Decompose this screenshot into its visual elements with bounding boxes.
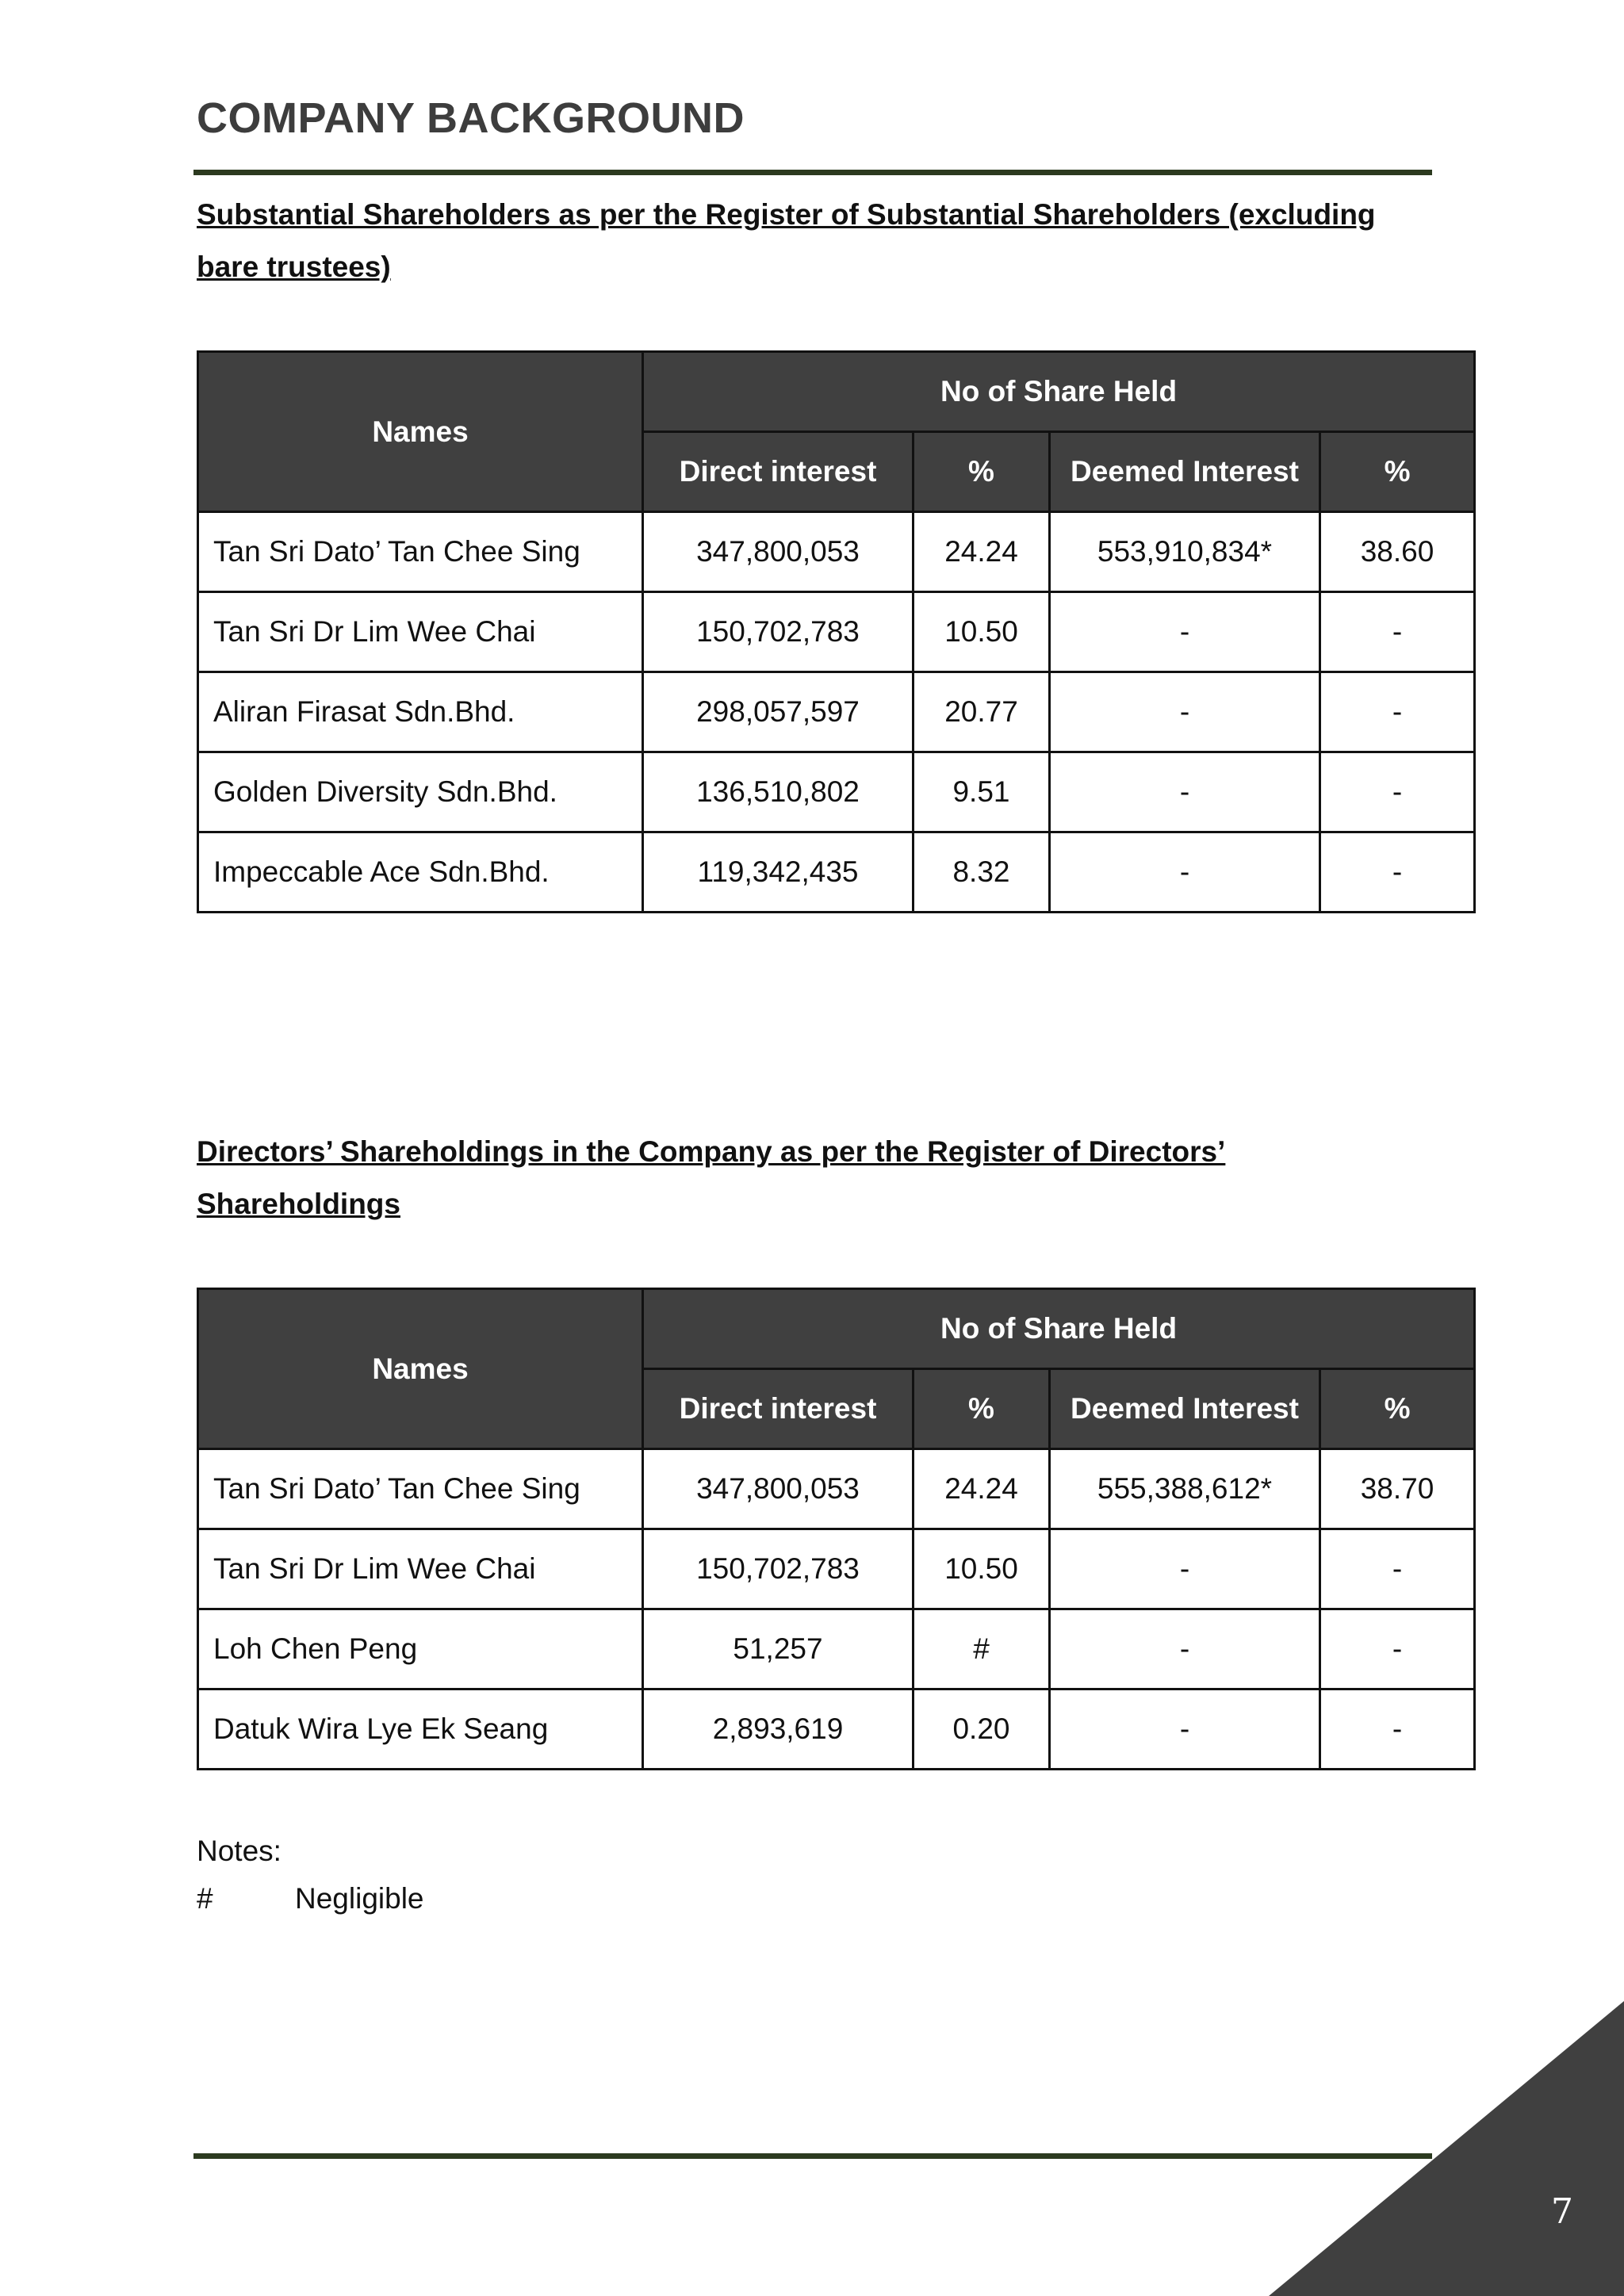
table-row [198,1609,1475,1689]
deemed-percent-value: - [1320,832,1475,913]
section-heading-line: Substantial Shareholders as per the Register of Substantial Shareholders (excluding [197,198,1376,231]
shareholder-name: Impeccable Ace Sdn.Bhd. [198,832,643,913]
deemed-interest-value: 553,910,834* [1050,512,1320,592]
table-row [198,1689,1475,1770]
corner-triangle-shape [1269,2001,1624,2296]
direct-percent-value: 8.32 [914,832,1050,913]
direct-percent-value: 20.77 [914,672,1050,752]
direct-percent-value: 0.20 [914,1689,1050,1770]
deemed-interest-value: - [1050,592,1320,672]
direct-interest-value: 150,702,783 [643,592,914,672]
deemed-percent-value: 38.70 [1320,1449,1475,1529]
group-header-shares: No of Share Held [643,352,1475,432]
section-heading-line: bare trustees) [197,251,391,283]
section-heading-directors [197,1126,1434,1230]
direct-interest-value: 347,800,053 [643,512,914,592]
direct-percent-value: 9.51 [914,752,1050,832]
deemed-interest-value: - [1050,752,1320,832]
deemed-percent-value: - [1320,1689,1475,1770]
deemed-interest-value: - [1050,672,1320,752]
direct-interest-value: 2,893,619 [643,1689,914,1770]
table-row [198,832,1475,913]
note-item [197,1882,424,1915]
direct-percent-value: # [914,1609,1050,1689]
corner-triangle-decoration [1269,2001,1624,2296]
deemed-percent-value: - [1320,752,1475,832]
table-header-row [198,352,1475,432]
column-header-names: Names [198,1289,643,1449]
column-header-direct-interest: Direct interest [643,432,914,512]
deemed-percent-value: - [1320,672,1475,752]
note-text: Negligible [295,1882,424,1915]
deemed-interest-value: 555,388,612* [1050,1449,1320,1529]
deemed-interest-value: - [1050,1689,1320,1770]
direct-interest-value: 136,510,802 [643,752,914,832]
notes-label: Notes: [197,1835,282,1867]
column-header-deemed-percent: % [1320,432,1475,512]
bottom-rule [193,2153,1432,2159]
deemed-interest-value: - [1050,832,1320,913]
top-rule [193,170,1432,175]
table-row [198,592,1475,672]
table-row [198,1529,1475,1609]
director-name: Datuk Wira Lye Ek Seang [198,1689,643,1770]
deemed-percent-value: - [1320,1609,1475,1689]
table-header-row [198,1289,1475,1369]
direct-interest-value: 51,257 [643,1609,914,1689]
shareholder-name: Golden Diversity Sdn.Bhd. [198,752,643,832]
table-row [198,512,1475,592]
page-title: COMPANY BACKGROUND [197,94,745,142]
table-row [198,1449,1475,1529]
column-header-deemed-percent: % [1320,1369,1475,1449]
shareholder-name: Tan Sri Dr Lim Wee Chai [198,592,643,672]
shareholder-name: Aliran Firasat Sdn.Bhd. [198,672,643,752]
notes [197,1835,424,1915]
deemed-percent-value: 38.60 [1320,512,1475,592]
section-heading-line: Shareholdings [197,1188,400,1220]
director-name: Tan Sri Dato’ Tan Chee Sing [198,1449,643,1529]
column-header-deemed-interest: Deemed Interest [1050,1369,1320,1449]
column-header-deemed-interest: Deemed Interest [1050,432,1320,512]
group-header-shares: No of Share Held [643,1289,1475,1369]
substantial-shareholders-table [197,350,1476,913]
section-heading-substantial [197,189,1434,293]
direct-percent-value: 24.24 [914,1449,1050,1529]
direct-interest-value: 347,800,053 [643,1449,914,1529]
deemed-interest-value: - [1050,1609,1320,1689]
deemed-percent-value: - [1320,1529,1475,1609]
direct-interest-value: 119,342,435 [643,832,914,913]
deemed-percent-value: - [1320,592,1475,672]
column-header-direct-interest: Direct interest [643,1369,914,1449]
page-number: 7 [1551,2191,1573,2232]
direct-percent-value: 10.50 [914,1529,1050,1609]
note-symbol: # [197,1882,213,1915]
direct-interest-value: 298,057,597 [643,672,914,752]
direct-percent-value: 24.24 [914,512,1050,592]
column-header-direct-percent: % [914,432,1050,512]
director-name: Tan Sri Dr Lim Wee Chai [198,1529,643,1609]
direct-interest-value: 150,702,783 [643,1529,914,1609]
table-row [198,672,1475,752]
section-heading-line: Directors’ Shareholdings in the Company as per the Register of Directors’ [197,1135,1226,1168]
table-row [198,752,1475,832]
direct-percent-value: 10.50 [914,592,1050,672]
column-header-direct-percent: % [914,1369,1050,1449]
column-header-names: Names [198,352,643,512]
shareholder-name: Tan Sri Dato’ Tan Chee Sing [198,512,643,592]
director-name: Loh Chen Peng [198,1609,643,1689]
deemed-interest-value: - [1050,1529,1320,1609]
directors-shareholdings-table [197,1288,1476,1770]
